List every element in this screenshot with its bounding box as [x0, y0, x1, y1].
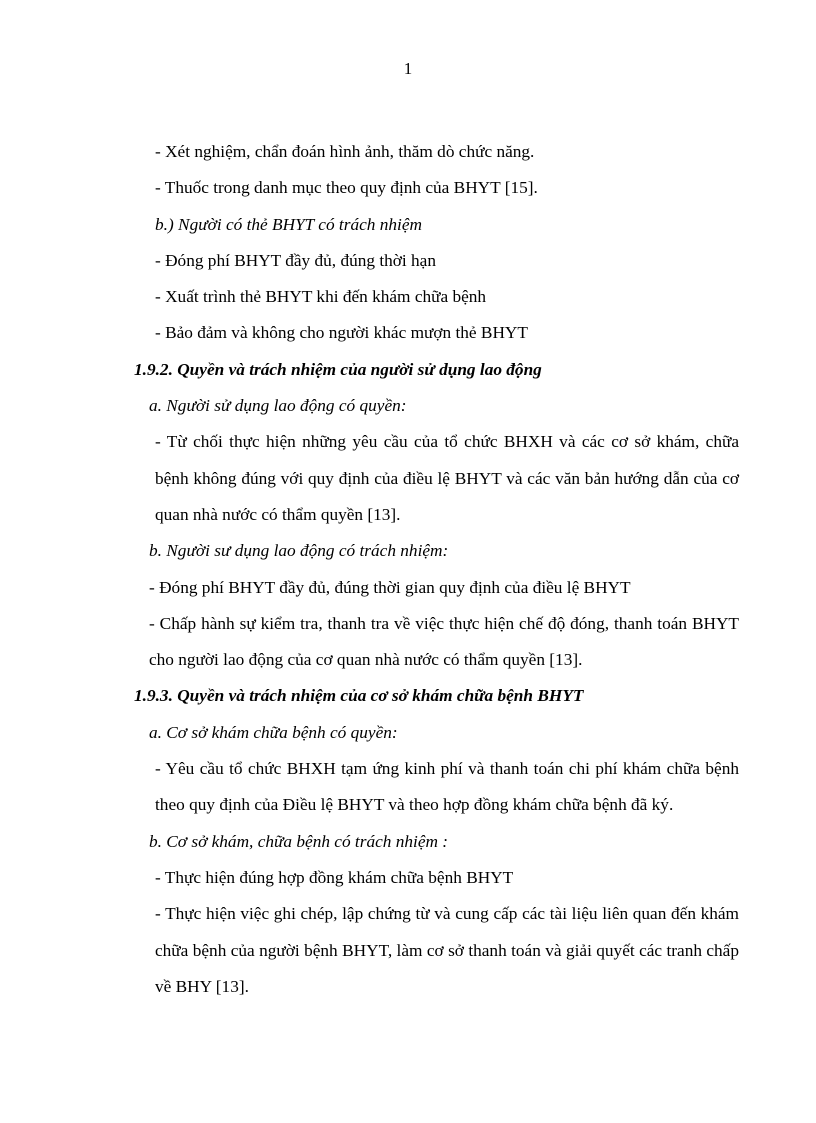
subheading: a. Cơ sở khám chữa bệnh có quyền: [149, 722, 398, 742]
subheading: b. Cơ sở khám, chữa bệnh có trách nhiệm : [149, 831, 449, 851]
list-item: - Xuất trình thẻ BHYT khi đến khám chữa bệnh [155, 287, 487, 307]
list-item: - Thuốc trong danh mục theo quy định của BHYT [15]. [155, 178, 538, 198]
list-item: - Đóng phí BHYT đầy đủ, đúng thời gian quy định của điều lệ BHYT [149, 577, 631, 597]
list-item: - Đóng phí BHYT đầy đủ, đúng thời hạn [155, 250, 436, 270]
list-item: - Thực hiện đúng hợp đồng khám chữa bệnh BHYT [155, 867, 514, 887]
subheading: b.) Người có thẻ BHYT có trách nhiệm [155, 214, 422, 234]
paragraph: - Thực hiện việc ghi chép, lập chứng từ và cung cấp các tài liệu liên quan đến khám chữa bệnh của người bệnh BHYT, làm cơ sở thanh toán và giải quyết các tranh chấp về BHY [13]. [155, 904, 739, 996]
subheading: a. Người sử dụng lao động có quyền: [149, 396, 407, 416]
list-item: - Xét nghiệm, chẩn đoán hình ảnh, thăm dò chức năng. [155, 142, 535, 161]
paragraph: - Yêu cầu tổ chức BHXH tạm ứng kinh phí và thanh toán chi phí khám chữa bệnh theo quy định của Điều lệ BHYT và theo hợp đồng khám chữa bệnh đã ký. [155, 759, 739, 815]
subheading: b. Người sư dụng lao động có trách nhiệm: [149, 541, 449, 561]
section-heading: 1.9.3. Quyền và trách nhiệm của cơ sở khám chữa bệnh BHYT [134, 686, 584, 706]
list-item: - Bảo đảm và không cho người khác mượn thẻ BHYT [155, 323, 528, 343]
page-content [134, 134, 739, 1005]
paragraph: - Chấp hành sự kiểm tra, thanh tra về việc thực hiện chế độ đóng, thanh toán BHYT cho người lao động của cơ quan nhà nước có thẩm quyền [13]. [149, 613, 739, 670]
page-number: 1 [403, 59, 413, 78]
section-heading: 1.9.2. Quyền và trách nhiệm của người sử dụng lao động [134, 359, 542, 379]
paragraph: - Từ chối thực hiện những yêu cầu của tổ chức BHXH và các cơ sở khám, chữa bệnh không đúng với quy định của điều lệ BHYT và các văn bản hướng dẫn của cơ quan nhà nước có thẩm quyền [13]. [155, 432, 739, 524]
